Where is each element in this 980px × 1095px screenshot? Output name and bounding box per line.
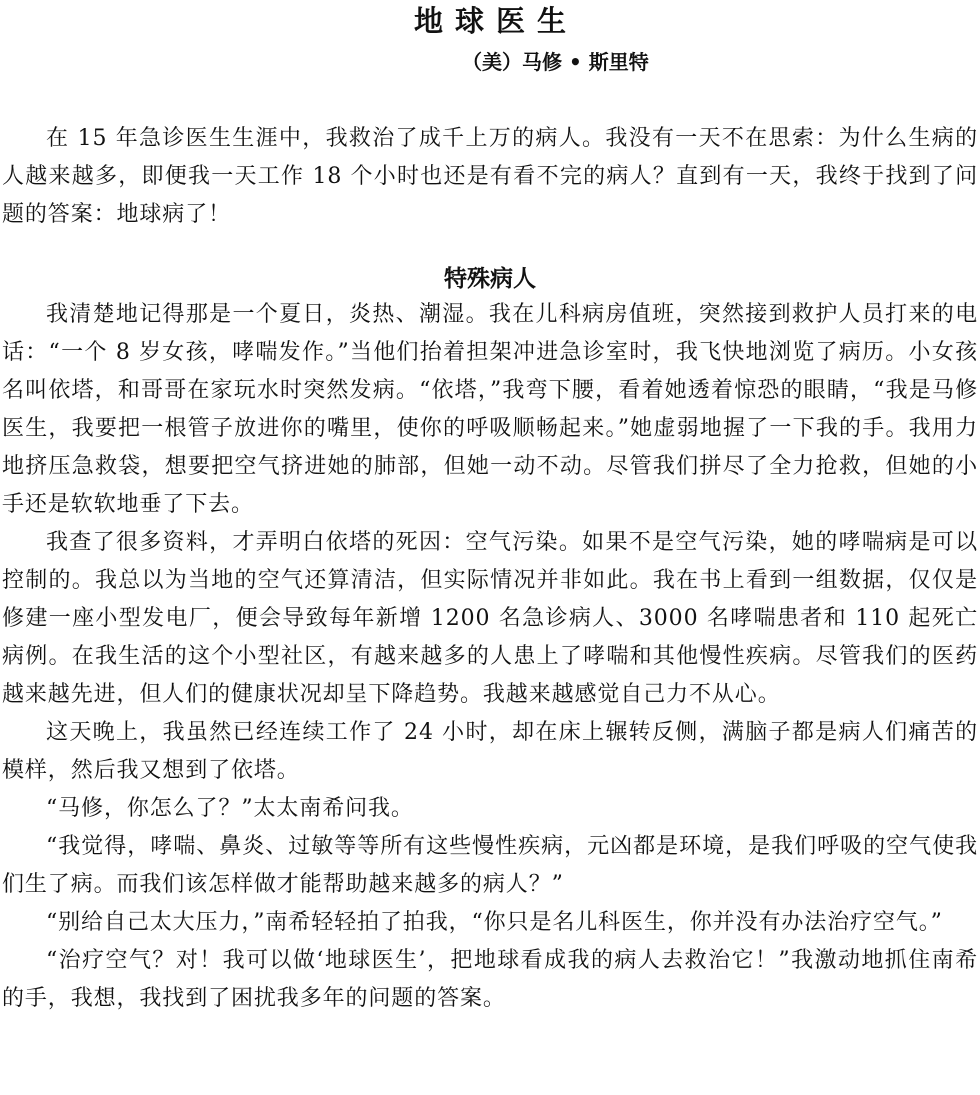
- paragraph-7: “治疗空气？对！我可以做‘地球医生’，把地球看成我的病人去救治它！”我激动地抓住南希的手，我想，我找到了困扰我多年的问题的答案。: [2, 948, 978, 1011]
- paragraph-5: “我觉得，哮喘、鼻炎、过敏等等所有这些慢性疾病，元凶都是环境，是我们呼吸的空气使我们生了病。而我们该怎样做才能帮助越来越多的病人？”: [2, 834, 978, 897]
- paragraph-1: 我清楚地记得那是一个夏日，炎热、潮湿。我在儿科病房值班，突然接到救护人员打来的电话：“一个 8 岁女孩，哮喘发作。”当他们抬着担架冲进急诊室时，我飞快地浏览了病历。小女孩名叫依塔，和哥哥在家玩水时突然发病。“依塔，”我弯下腰，看着她透着惊恐的眼睛，“我是马修医生，我要把一根管子放进你的嘴里，使你的呼吸顺畅起来。”她虚弱地握了一下我的手。我用力地挤压急救袋，想要把空气挤进她的肺部，但她一动不动。尽管我们拼尽了全力抢救，但她的小手还是软软地垂了下去。: [2, 302, 978, 517]
- paragraph-4: “马修，你怎么了？”太太南希问我。: [46, 796, 414, 821]
- article-title: 地球医生: [413, 4, 578, 38]
- section-heading: 特殊病人: [444, 266, 536, 292]
- paragraph-6: “别给自己太大压力，”南希轻轻拍了拍我，“你只是名儿科医生，你并没有办法治疗空气。”: [46, 910, 943, 935]
- article-author: （美）马修 • 斯里特: [462, 50, 649, 74]
- intro-paragraph: 在 15 年急诊医生生涯中，我救治了成千上万的病人。我没有一天不在思索：为什么生病的人越来越多，即便我一天工作 18 个小时也还是有看不完的病人？直到有一天，我终于找到了问题的答案：地球病了！: [2, 126, 978, 227]
- paragraph-2: 我查了很多资料，才弄明白依塔的死因：空气污染。如果不是空气污染，她的哮喘病是可以控制的。我总以为当地的空气还算清洁，但实际情况并非如此。我在书上看到一组数据，仅仅是修建一座小型发电厂，便会导致每年新增 1200 名急诊病人、3000 名哮喘患者和 110 起死亡病例。在我生活的这个小型社区，有越来越多的人患上了哮喘和其他慢性疾病。尽管我们的医药越来越先进，但人们的健康状况却呈下降趋势。我越来越感觉自己力不从心。: [2, 530, 978, 707]
- paragraph-3: 这天晚上，我虽然已经连续工作了 24 小时，却在床上辗转反侧，满脑子都是病人们痛苦的模样，然后我又想到了依塔。: [2, 720, 978, 783]
